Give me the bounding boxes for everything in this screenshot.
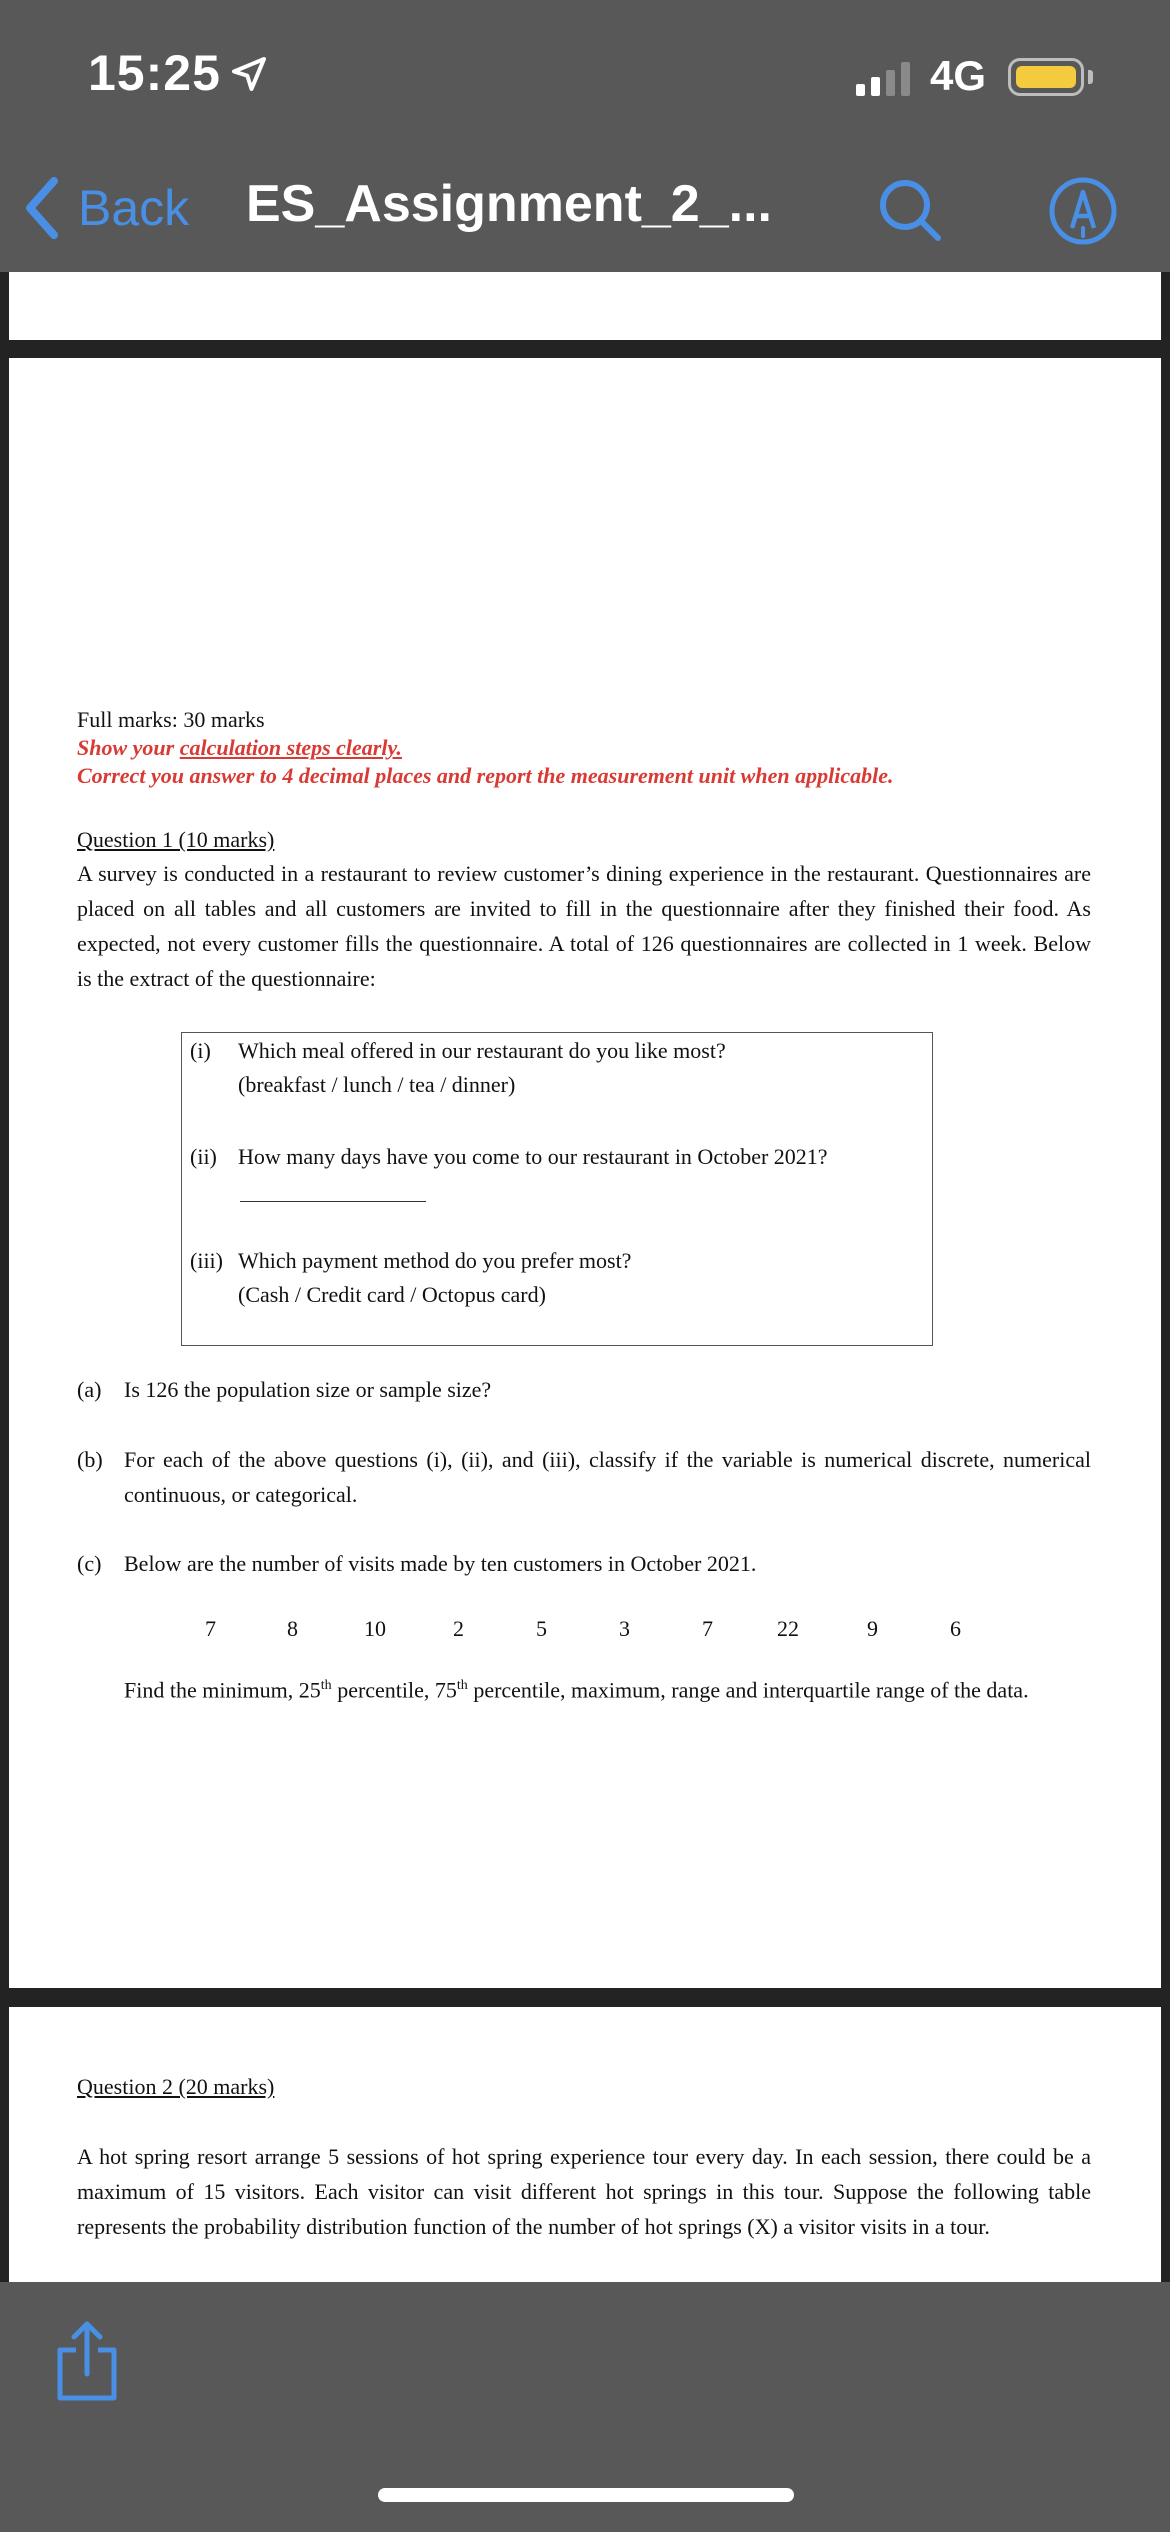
- part-label: (c): [77, 1551, 102, 1576]
- visit-value: 6: [950, 1616, 961, 1641]
- superscript: th: [456, 1678, 468, 1693]
- questionnaire-item-num: (iii): [190, 1248, 223, 1273]
- back-label: Back: [78, 180, 190, 236]
- part-label: (b): [77, 1447, 103, 1472]
- visit-value: 3: [619, 1616, 630, 1641]
- show-steps-link: calculation steps clearly.: [179, 735, 402, 760]
- visit-value: 2: [453, 1616, 464, 1641]
- markup-icon[interactable]: [1048, 176, 1118, 246]
- questionnaire-item-sub: (Cash / Credit card / Octopus card): [238, 1282, 546, 1307]
- question-1-text: A survey is conducted in a restaurant to review customer’s dining experience in the restaurant. Questionnaires are placed on all tables and all customers are invited to fill in the questionnaire after they finished their food. As expected, not every customer fills the questionnaire. A total of 126 questionnaires are collected in 1 week. Below is the extract of the questionnaire:: [77, 861, 1091, 991]
- question-2-text: A hot spring resort arrange 5 sessions of hot spring experience tour every day. In each session, there could be a maximum of 15 visitors. Each visitor can visit different hot springs in this tour. Suppose the following table represents the probability distribution function of the number of hot springs (X) a visitor visits in a tour.: [77, 2144, 1091, 2239]
- visits-data-row: [9, 1616, 1161, 1646]
- find-text-c: percentile, maximum, range and interquartile range of the data.: [467, 1677, 1029, 1703]
- questionnaire-item-num: (ii): [190, 1144, 217, 1169]
- superscript: th: [320, 1678, 332, 1693]
- back-button[interactable]: [24, 170, 189, 246]
- visit-value: 7: [702, 1616, 713, 1641]
- page-previous: [9, 272, 1161, 340]
- visit-value: 7: [205, 1616, 216, 1641]
- questionnaire-item-sub: (breakfast / lunch / tea / dinner): [238, 1072, 516, 1097]
- chevron-left-icon: [24, 177, 60, 239]
- page-next: [9, 2007, 1161, 2282]
- battery-icon: [1008, 58, 1084, 96]
- battery-tip: [1088, 70, 1093, 84]
- status-time: [88, 44, 269, 102]
- page-current: [9, 358, 1161, 1988]
- visit-value: 10: [364, 1616, 386, 1641]
- find-text-a: Find the minimum, 25: [124, 1677, 321, 1703]
- visit-value: 5: [536, 1616, 547, 1641]
- part-label: (a): [77, 1377, 102, 1402]
- visit-value: 8: [287, 1616, 298, 1641]
- find-statistics-text: [124, 1668, 1029, 1707]
- part-text: Is 126 the population size or sample size?: [124, 1377, 492, 1402]
- part-text: Below are the number of visits made by ten customers in October 2021.: [124, 1551, 757, 1576]
- status-time-text: 15:25: [88, 45, 221, 101]
- search-icon[interactable]: [874, 174, 946, 246]
- questionnaire-box: [181, 1032, 933, 1346]
- questionnaire-item-num: (i): [190, 1038, 211, 1063]
- home-indicator[interactable]: [378, 2488, 794, 2502]
- correct-answer-line: Correct you answer to 4 decimal places and report the measurement unit when applicable.: [77, 763, 894, 788]
- question-1-heading: Question 1 (10 marks): [77, 827, 275, 852]
- questionnaire-item-text: How many days have you come to our restaurant in October 2021?: [238, 1144, 828, 1169]
- visit-value: 22: [777, 1616, 799, 1641]
- full-marks: Full marks: 30 marks: [77, 707, 265, 732]
- questionnaire-item-text: Which meal offered in our restaurant do you like most?: [238, 1038, 726, 1063]
- show-prefix: Show your: [77, 735, 180, 760]
- questionnaire-item-text: Which payment method do you prefer most?: [238, 1248, 632, 1273]
- share-icon[interactable]: [54, 2320, 120, 2402]
- find-text-b: percentile, 75: [331, 1677, 457, 1703]
- question-2-heading: Question 2 (20 marks): [77, 2074, 275, 2099]
- part-text: For each of the above questions (i), (ii), and (iii), classify if the variable is numerical discrete, numerical continuous, or categorical.: [124, 1447, 1091, 1507]
- document-title: ES_Assignment_2_...: [246, 175, 772, 233]
- signal-icon: [856, 62, 914, 96]
- answer-blank-line: [240, 1201, 426, 1202]
- document-viewer[interactable]: [0, 272, 1170, 2282]
- location-arrow-icon: [229, 54, 269, 94]
- visit-value: 9: [867, 1616, 878, 1641]
- network-type: 4G: [930, 52, 987, 99]
